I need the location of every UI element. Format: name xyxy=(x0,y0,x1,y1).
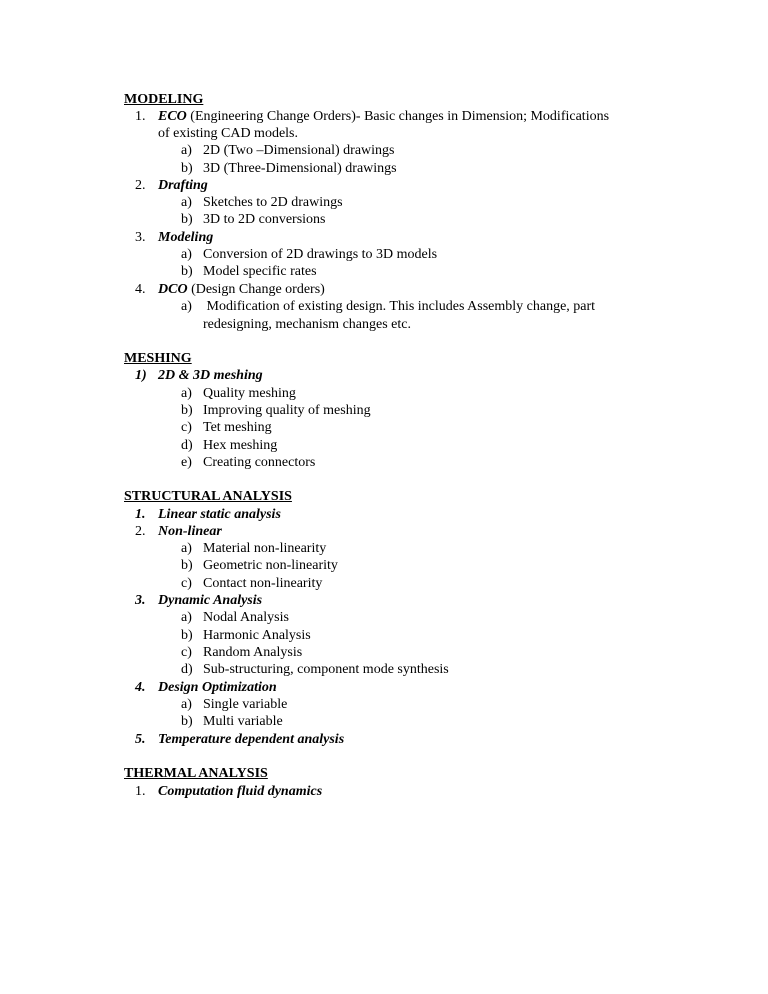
list-marker: 1. xyxy=(135,784,146,799)
list-item-cfd: Computation fluid dynamics xyxy=(158,784,323,799)
list-item-linear-static: Linear static analysis xyxy=(158,507,281,522)
sub-marker: b) xyxy=(181,714,193,729)
sub-marker: a) xyxy=(181,299,192,314)
list-marker: 2. xyxy=(135,524,146,539)
sub-item-cont: redesigning, mechanism changes etc. xyxy=(203,317,411,332)
list-item-temperature-dependent: Temperature dependent analysis xyxy=(158,732,345,747)
sub-item: Modification of existing design. This includes Assembly change, part xyxy=(203,299,596,314)
section-heading-meshing: MESHING xyxy=(124,351,192,366)
list-item-dynamic: Dynamic Analysis xyxy=(158,593,263,608)
sub-marker: a) xyxy=(181,610,192,625)
sub-marker: a) xyxy=(181,386,192,401)
sub-marker: a) xyxy=(181,143,192,158)
sub-item: 3D to 2D conversions xyxy=(203,212,326,227)
sub-item: Sketches to 2D drawings xyxy=(203,195,343,210)
sub-marker: b) xyxy=(181,403,193,418)
item-title: DCO xyxy=(158,282,188,297)
sub-item: Sub-structuring, component mode synthesis xyxy=(203,662,449,677)
item-title: ECO xyxy=(158,109,187,124)
sub-marker: c) xyxy=(181,645,192,660)
sub-item: Nodal Analysis xyxy=(203,610,289,625)
sub-marker: b) xyxy=(181,558,193,573)
sub-item: Model specific rates xyxy=(203,264,317,279)
list-marker: 3. xyxy=(135,593,146,608)
sub-item: Multi variable xyxy=(203,714,283,729)
sub-marker: c) xyxy=(181,420,192,435)
sub-marker: b) xyxy=(181,628,193,643)
sub-item: Hex meshing xyxy=(203,438,278,453)
sub-marker: b) xyxy=(181,212,193,227)
sub-item: Material non-linearity xyxy=(203,541,327,556)
list-marker: 5. xyxy=(135,732,146,747)
list-item-non-linear: Non-linear xyxy=(158,524,222,539)
sub-marker: c) xyxy=(181,576,192,591)
sub-item: Single variable xyxy=(203,697,288,712)
sub-marker: a) xyxy=(181,195,192,210)
item-description: (Engineering Change Orders)- Basic changes in Dimension; Modifications xyxy=(186,109,610,124)
sub-marker: a) xyxy=(181,541,192,556)
section-heading-thermal: THERMAL ANALYSIS xyxy=(124,766,268,781)
list-marker: 2. xyxy=(135,178,146,193)
sub-marker: d) xyxy=(181,662,193,677)
list-marker: 1) xyxy=(135,368,147,383)
list-item-design-optimization: Design Optimization xyxy=(158,680,277,695)
sub-item: Harmonic Analysis xyxy=(203,628,311,643)
sub-item: Contact non-linearity xyxy=(203,576,323,591)
list-item-drafting: Drafting xyxy=(158,178,208,193)
sub-item: Geometric non-linearity xyxy=(203,558,338,573)
sub-marker: a) xyxy=(181,697,192,712)
sub-item: Creating connectors xyxy=(203,455,316,470)
item-description-cont: of existing CAD models. xyxy=(158,126,298,141)
list-marker: 4. xyxy=(135,680,146,695)
sub-item: Conversion of 2D drawings to 3D models xyxy=(203,247,438,262)
list-item-eco xyxy=(158,108,609,125)
list-item-2d-3d-meshing: 2D & 3D meshing xyxy=(158,368,263,383)
list-marker: 1. xyxy=(135,109,146,124)
section-heading-structural: STRUCTURAL ANALYSIS xyxy=(124,489,292,504)
sub-item: Tet meshing xyxy=(203,420,272,435)
sub-item: Random Analysis xyxy=(203,645,303,660)
list-item-dco xyxy=(158,281,325,298)
sub-marker: a) xyxy=(181,247,192,262)
item-description: (Design Change orders) xyxy=(187,282,325,297)
sub-item: 3D (Three-Dimensional) drawings xyxy=(203,161,397,176)
sub-marker: b) xyxy=(181,161,193,176)
sub-marker: b) xyxy=(181,264,193,279)
sub-item: Quality meshing xyxy=(203,386,296,401)
section-heading-modeling: MODELING xyxy=(124,92,204,107)
list-marker: 1. xyxy=(135,507,146,522)
list-marker: 3. xyxy=(135,230,146,245)
list-marker: 4. xyxy=(135,282,146,297)
sub-item: Improving quality of meshing xyxy=(203,403,371,418)
sub-marker: e) xyxy=(181,455,192,470)
list-item-modeling: Modeling xyxy=(158,230,214,245)
sub-marker: d) xyxy=(181,438,193,453)
sub-item: 2D (Two –Dimensional) drawings xyxy=(203,143,395,158)
